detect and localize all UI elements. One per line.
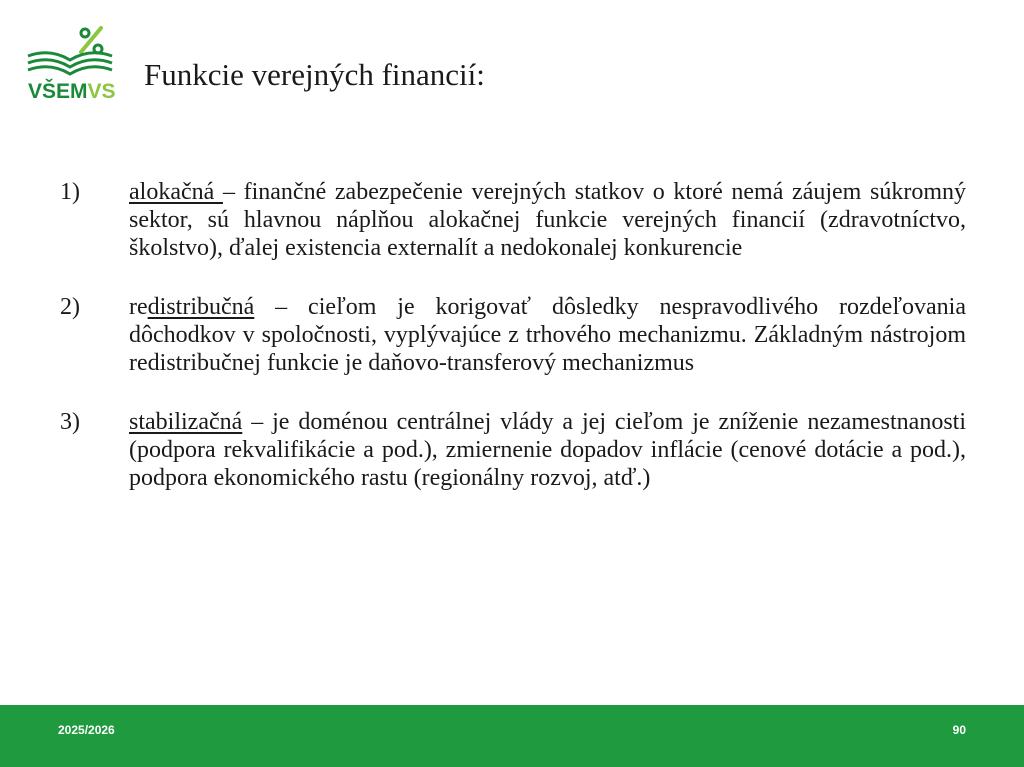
list-text [129,293,966,377]
keyword: alokačná [129,179,223,205]
list-item-stabilization [52,408,966,492]
logo-text-accent: VS [87,80,116,103]
keyword-prefix: re [129,294,148,320]
description: – finančné zabezpečenie verejných statkov o ktoré nemá záujem súkromný sektor, sú hlavnou náplňou alokačnej funkcie verejných financií (zdravotníctvo, školstvo), ďalej existencia externalít a nedokonalej konkurencie [129,179,966,261]
footer-year: 2025/2026 [58,723,115,737]
list-number: 1) [60,179,80,205]
description: – je doménou centrálnej vlády a jej cieľom je zníženie nezamestnanosti (podpora rekvalifikácie a pod.), zmiernenie dopadov inflácie (cenové dotácie a pod.), podpora ekonomického rastu (regionálny rozvoj, atď.) [129,409,966,491]
logo-text [28,80,116,104]
keyword: stabilizačná [129,409,243,435]
function-list [52,178,966,523]
description: – cieľom je korigovať dôsledky nespravodlivého rozdeľovania dôchodkov v spoločnosti, vyplývajúce z trhového mechanizmu. Základným nástrojom redistribučnej funkcie je daňovo-transferový mechanizmus [129,294,966,376]
list-number: 3) [60,409,80,435]
list-item-allocation [52,178,966,262]
list-number: 2) [60,294,80,320]
open-book-percent-icon [22,22,122,82]
list-text [129,408,966,492]
keyword: distribučná [147,294,255,320]
footer-bar [0,705,1024,767]
list-text [129,178,966,262]
logo-text-main: VŠEM [28,80,88,103]
slide-title: Funkcie verejných financií: [144,57,485,92]
list-item-redistribution [52,293,966,377]
school-logo [22,22,122,106]
page-number: 90 [952,723,966,737]
